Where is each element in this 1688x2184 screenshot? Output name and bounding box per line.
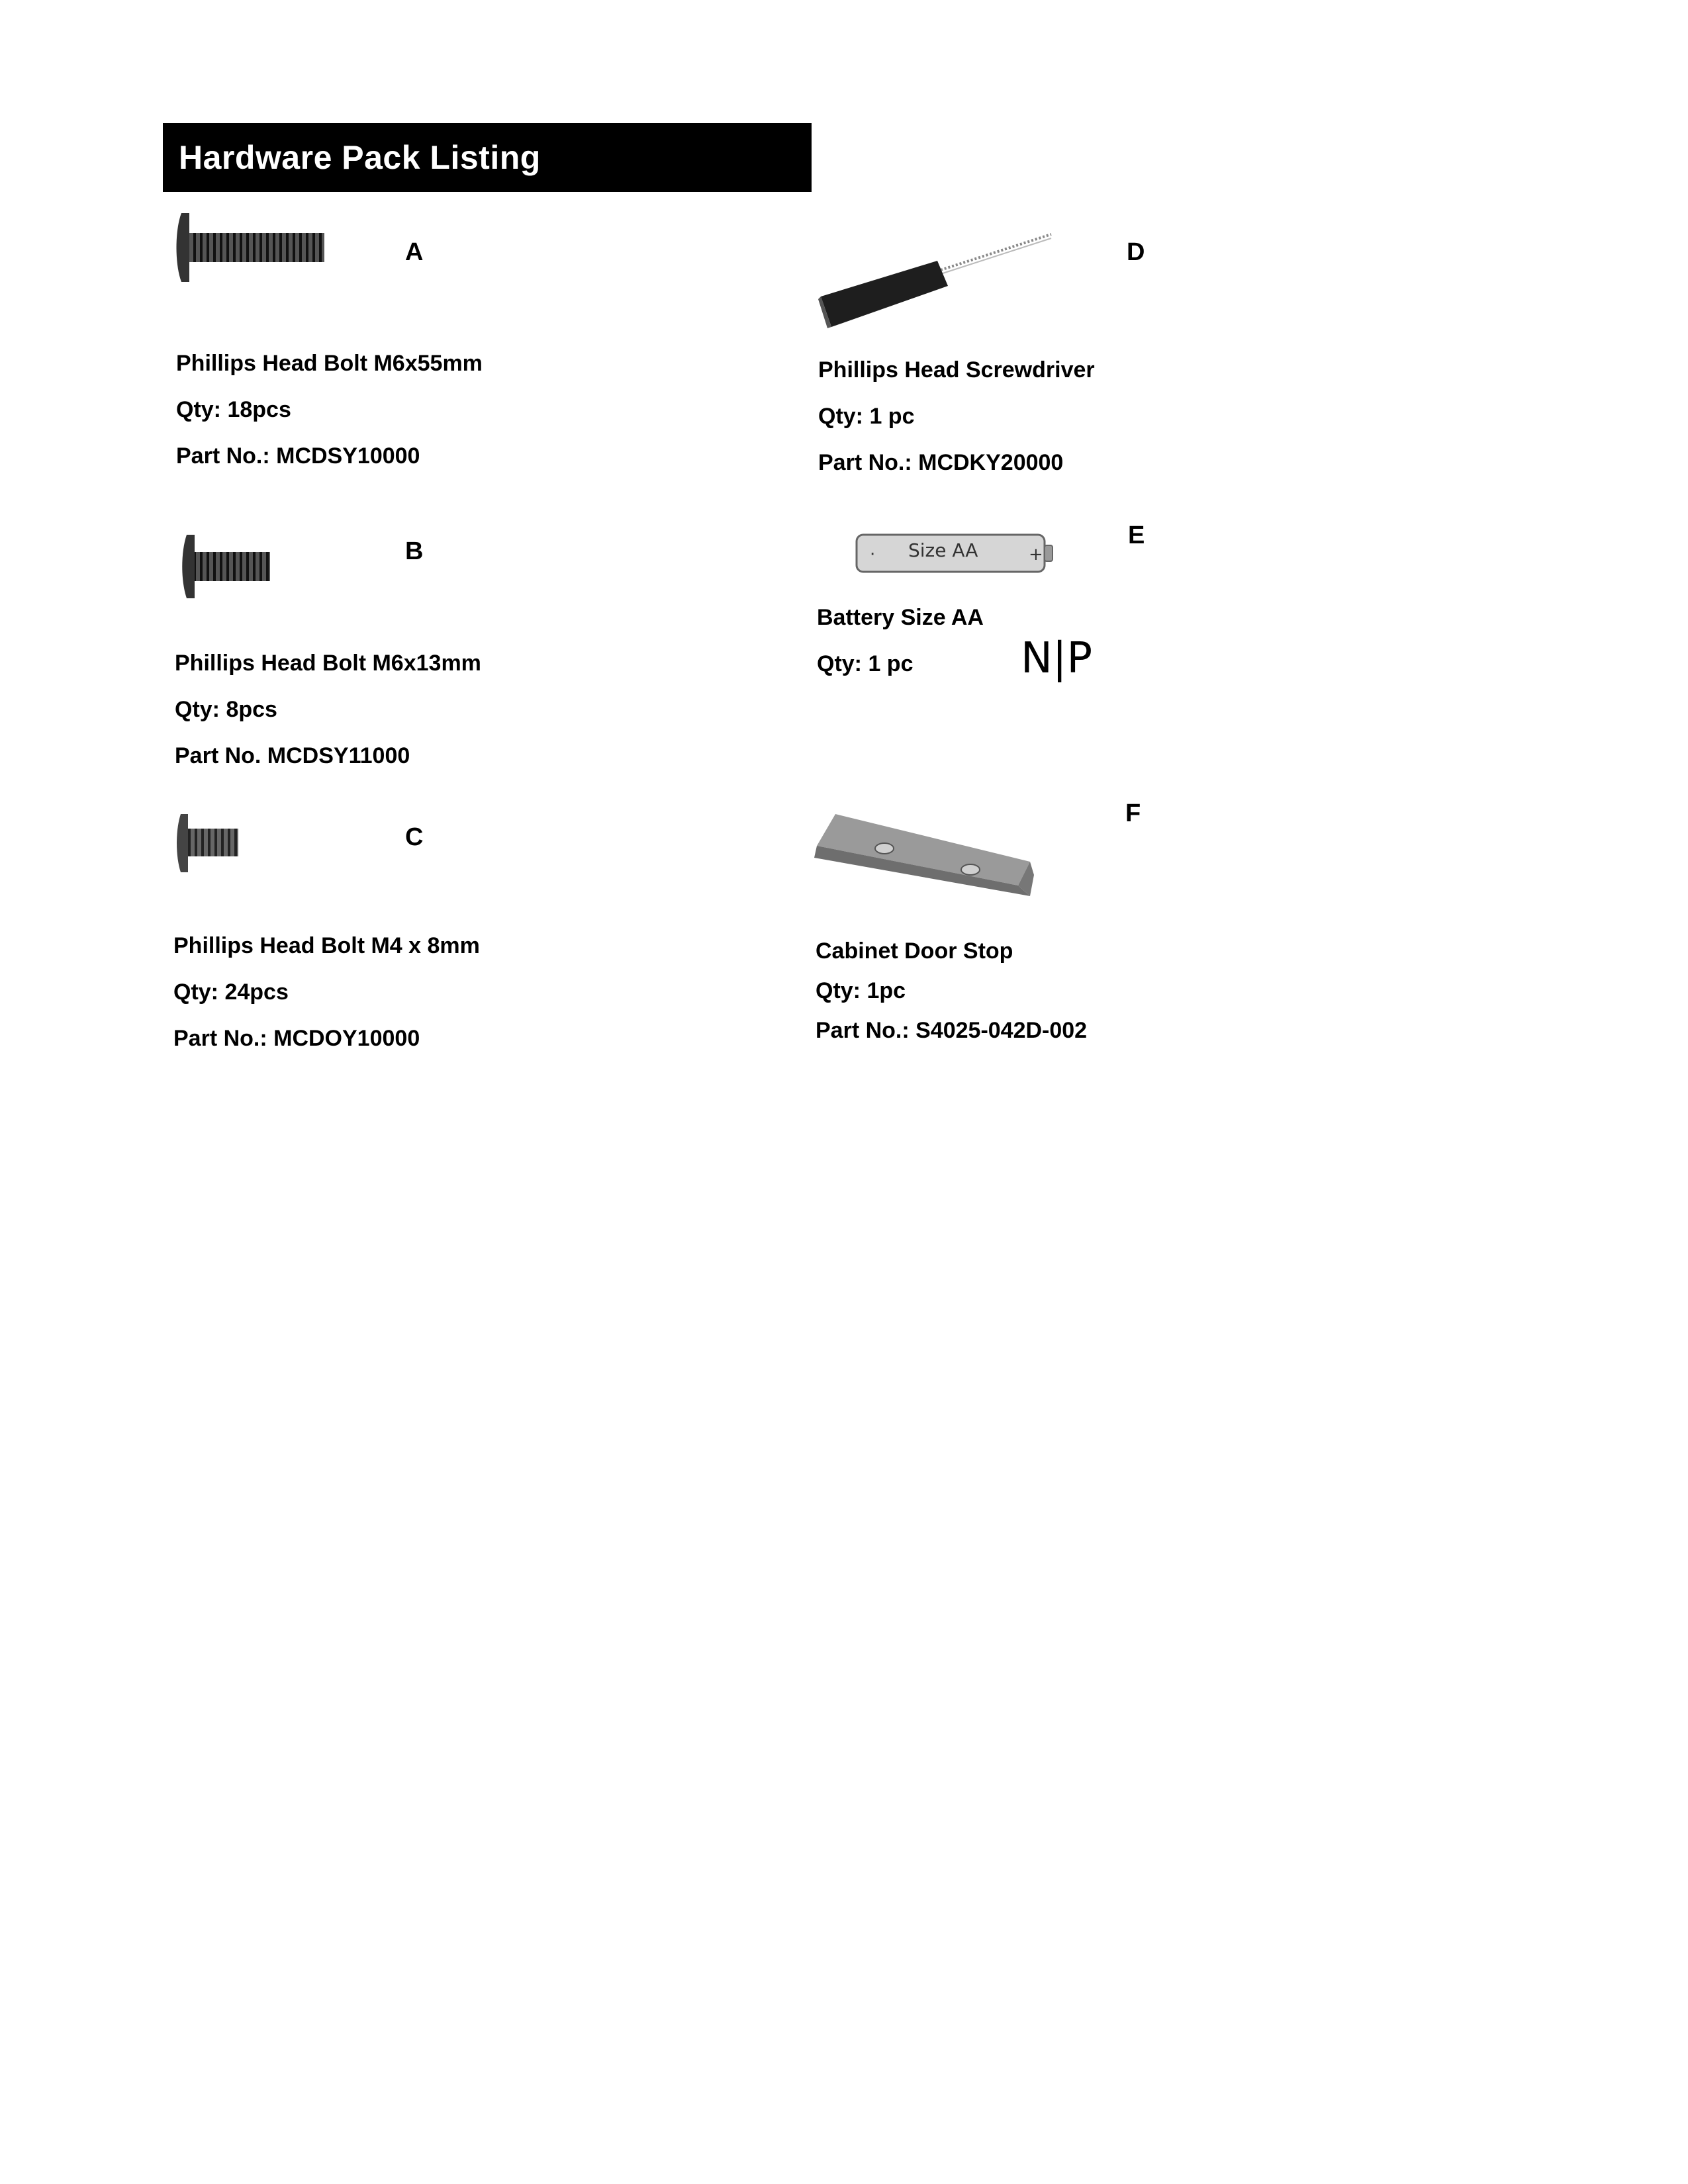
screwdriver-icon — [818, 230, 1056, 331]
item-quantity: Qty: 1pc — [816, 978, 906, 1003]
item-name: Phillips Head Bolt M4 x 8mm — [173, 933, 480, 958]
item-quantity: Qty: 1 pc — [818, 404, 915, 429]
item-name: Battery Size AA — [817, 605, 984, 630]
door-stop-icon — [812, 809, 1037, 908]
medium-bolt-icon — [180, 532, 273, 601]
item-letter: E — [1128, 522, 1145, 549]
item-quantity: Qty: 1 pc — [817, 651, 914, 676]
item-letter: C — [405, 823, 424, 851]
battery-size-label: Size AA — [908, 539, 978, 561]
handwritten-note: N|P — [1021, 634, 1093, 683]
item-letter: D — [1127, 238, 1145, 266]
item-name: Phillips Head Bolt M6x13mm — [175, 651, 481, 676]
item-part-number: Part No.: S4025-042D-002 — [816, 1018, 1088, 1043]
short-bolt-icon — [175, 811, 241, 875]
item-name: Phillips Head Bolt M6x55mm — [176, 351, 483, 376]
item-letter: A — [405, 238, 424, 266]
svg-text:·: · — [870, 545, 876, 565]
item-letter: F — [1125, 799, 1141, 827]
item-quantity: Qty: 8pcs — [175, 697, 277, 722]
item-part-number: Part No.: MCDSY10000 — [176, 443, 420, 469]
item-letter: B — [405, 537, 424, 565]
svg-text:+: + — [1029, 545, 1043, 565]
item-quantity: Qty: 18pcs — [176, 397, 291, 422]
item-part-number: Part No. MCDSY11000 — [175, 743, 410, 768]
page-title: Hardware Pack Listing — [163, 123, 812, 192]
long-bolt-icon — [173, 210, 327, 285]
item-part-number: Part No.: MCDKY20000 — [818, 450, 1064, 475]
item-part-number: Part No.: MCDOY10000 — [173, 1026, 420, 1051]
item-quantity: Qty: 24pcs — [173, 979, 289, 1005]
item-name: Cabinet Door Stop — [816, 938, 1013, 964]
item-name: Phillips Head Screwdriver — [818, 357, 1095, 383]
